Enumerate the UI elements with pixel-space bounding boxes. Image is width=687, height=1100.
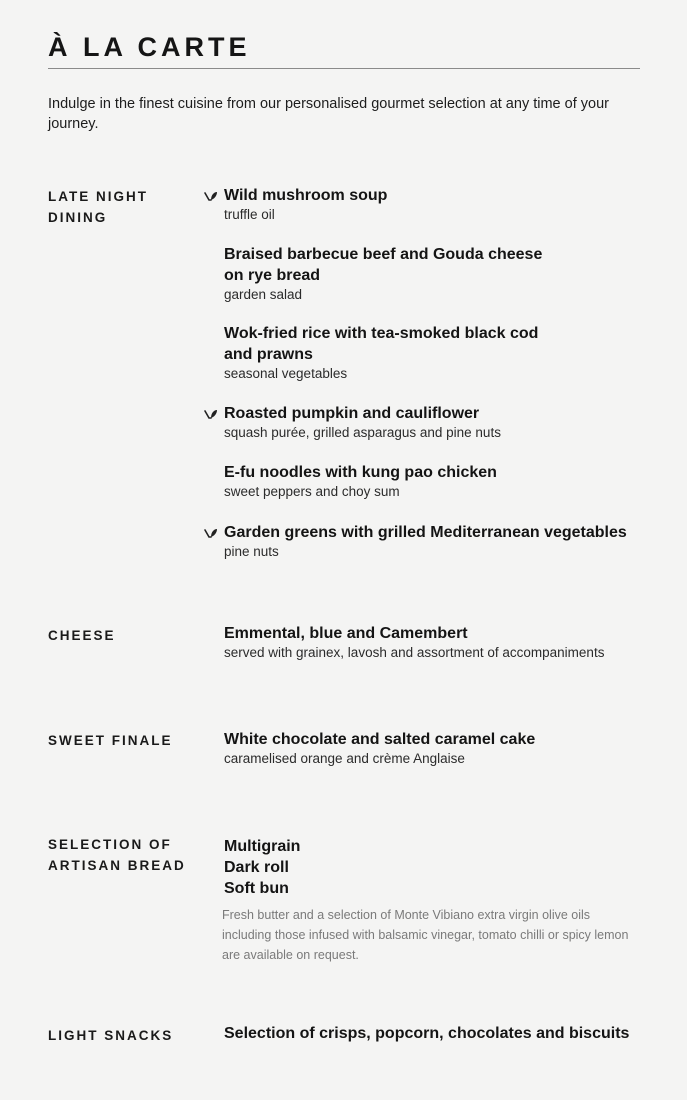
menu-item-cheese [224, 623, 654, 662]
section-label-artisan-bread: SELECTION OF ARTISAN BREAD [48, 837, 186, 873]
section-label-sweet-finale: SWEET FINALE [48, 733, 173, 748]
item-name: Wild mushroom soup [224, 187, 388, 204]
item-description: pine nuts [224, 544, 279, 559]
bread-item: Multigrain [224, 838, 301, 855]
menu-item-chocolate-cake [224, 729, 654, 768]
bread-item: Soft bun [224, 880, 289, 897]
item-name: Garden greens with grilled Mediterranean vegetables [224, 524, 627, 541]
menu-item-wild-mushroom-soup [224, 185, 654, 224]
title-divider [48, 68, 640, 69]
item-name: Braised barbecue beef and Gouda cheese on rye bread [224, 246, 543, 284]
bread-note: Fresh butter and a selection of Monte Vibiano extra virgin olive oils including those infused with balsamic vinegar, tomato chilli or spicy lemon are available on request. [222, 908, 629, 962]
menu-item-wok-fried-rice [224, 323, 654, 383]
leaf-icon [203, 188, 219, 204]
item-name: Roasted pumpkin and cauliflower [224, 405, 480, 422]
item-name: E-fu noodles with kung pao chicken [224, 464, 497, 481]
bread-list [224, 836, 300, 899]
item-description: served with grainex, lavosh and assortment of accompaniments [224, 645, 605, 660]
item-description: seasonal vegetables [224, 366, 348, 381]
section-label-late-night-dining: LATE NIGHT DINING [48, 189, 148, 225]
menu-item-light-snacks [224, 1023, 654, 1044]
item-description: squash purée, grilled asparagus and pine nuts [224, 425, 501, 440]
item-description: caramelised orange and crème Anglaise [224, 751, 465, 766]
bread-item: Dark roll [224, 859, 289, 876]
item-description: truffle oil [224, 207, 275, 222]
menu-item-garden-greens [224, 522, 654, 561]
item-description: garden salad [224, 287, 303, 302]
leaf-icon [203, 525, 219, 541]
section-label-cheese: CHEESE [48, 628, 116, 643]
item-name: White chocolate and salted caramel cake [224, 731, 536, 748]
leaf-icon [203, 406, 219, 422]
item-description: sweet peppers and choy sum [224, 484, 400, 499]
page-title: À LA CARTE [48, 32, 251, 62]
intro-text: Indulge in the finest cuisine from our personalised gourmet selection at any time of your journey. [48, 96, 609, 132]
menu-item-efu-noodles [224, 462, 654, 501]
item-name: Wok-fried rice with tea-smoked black cod and prawns [224, 325, 539, 363]
menu-item-braised-beef [224, 244, 654, 304]
section-label-light-snacks: LIGHT SNACKS [48, 1028, 174, 1043]
item-name: Selection of crisps, popcorn, chocolates and biscuits [224, 1025, 630, 1042]
item-name: Emmental, blue and Camembert [224, 625, 468, 642]
menu-item-roasted-pumpkin [224, 403, 654, 442]
